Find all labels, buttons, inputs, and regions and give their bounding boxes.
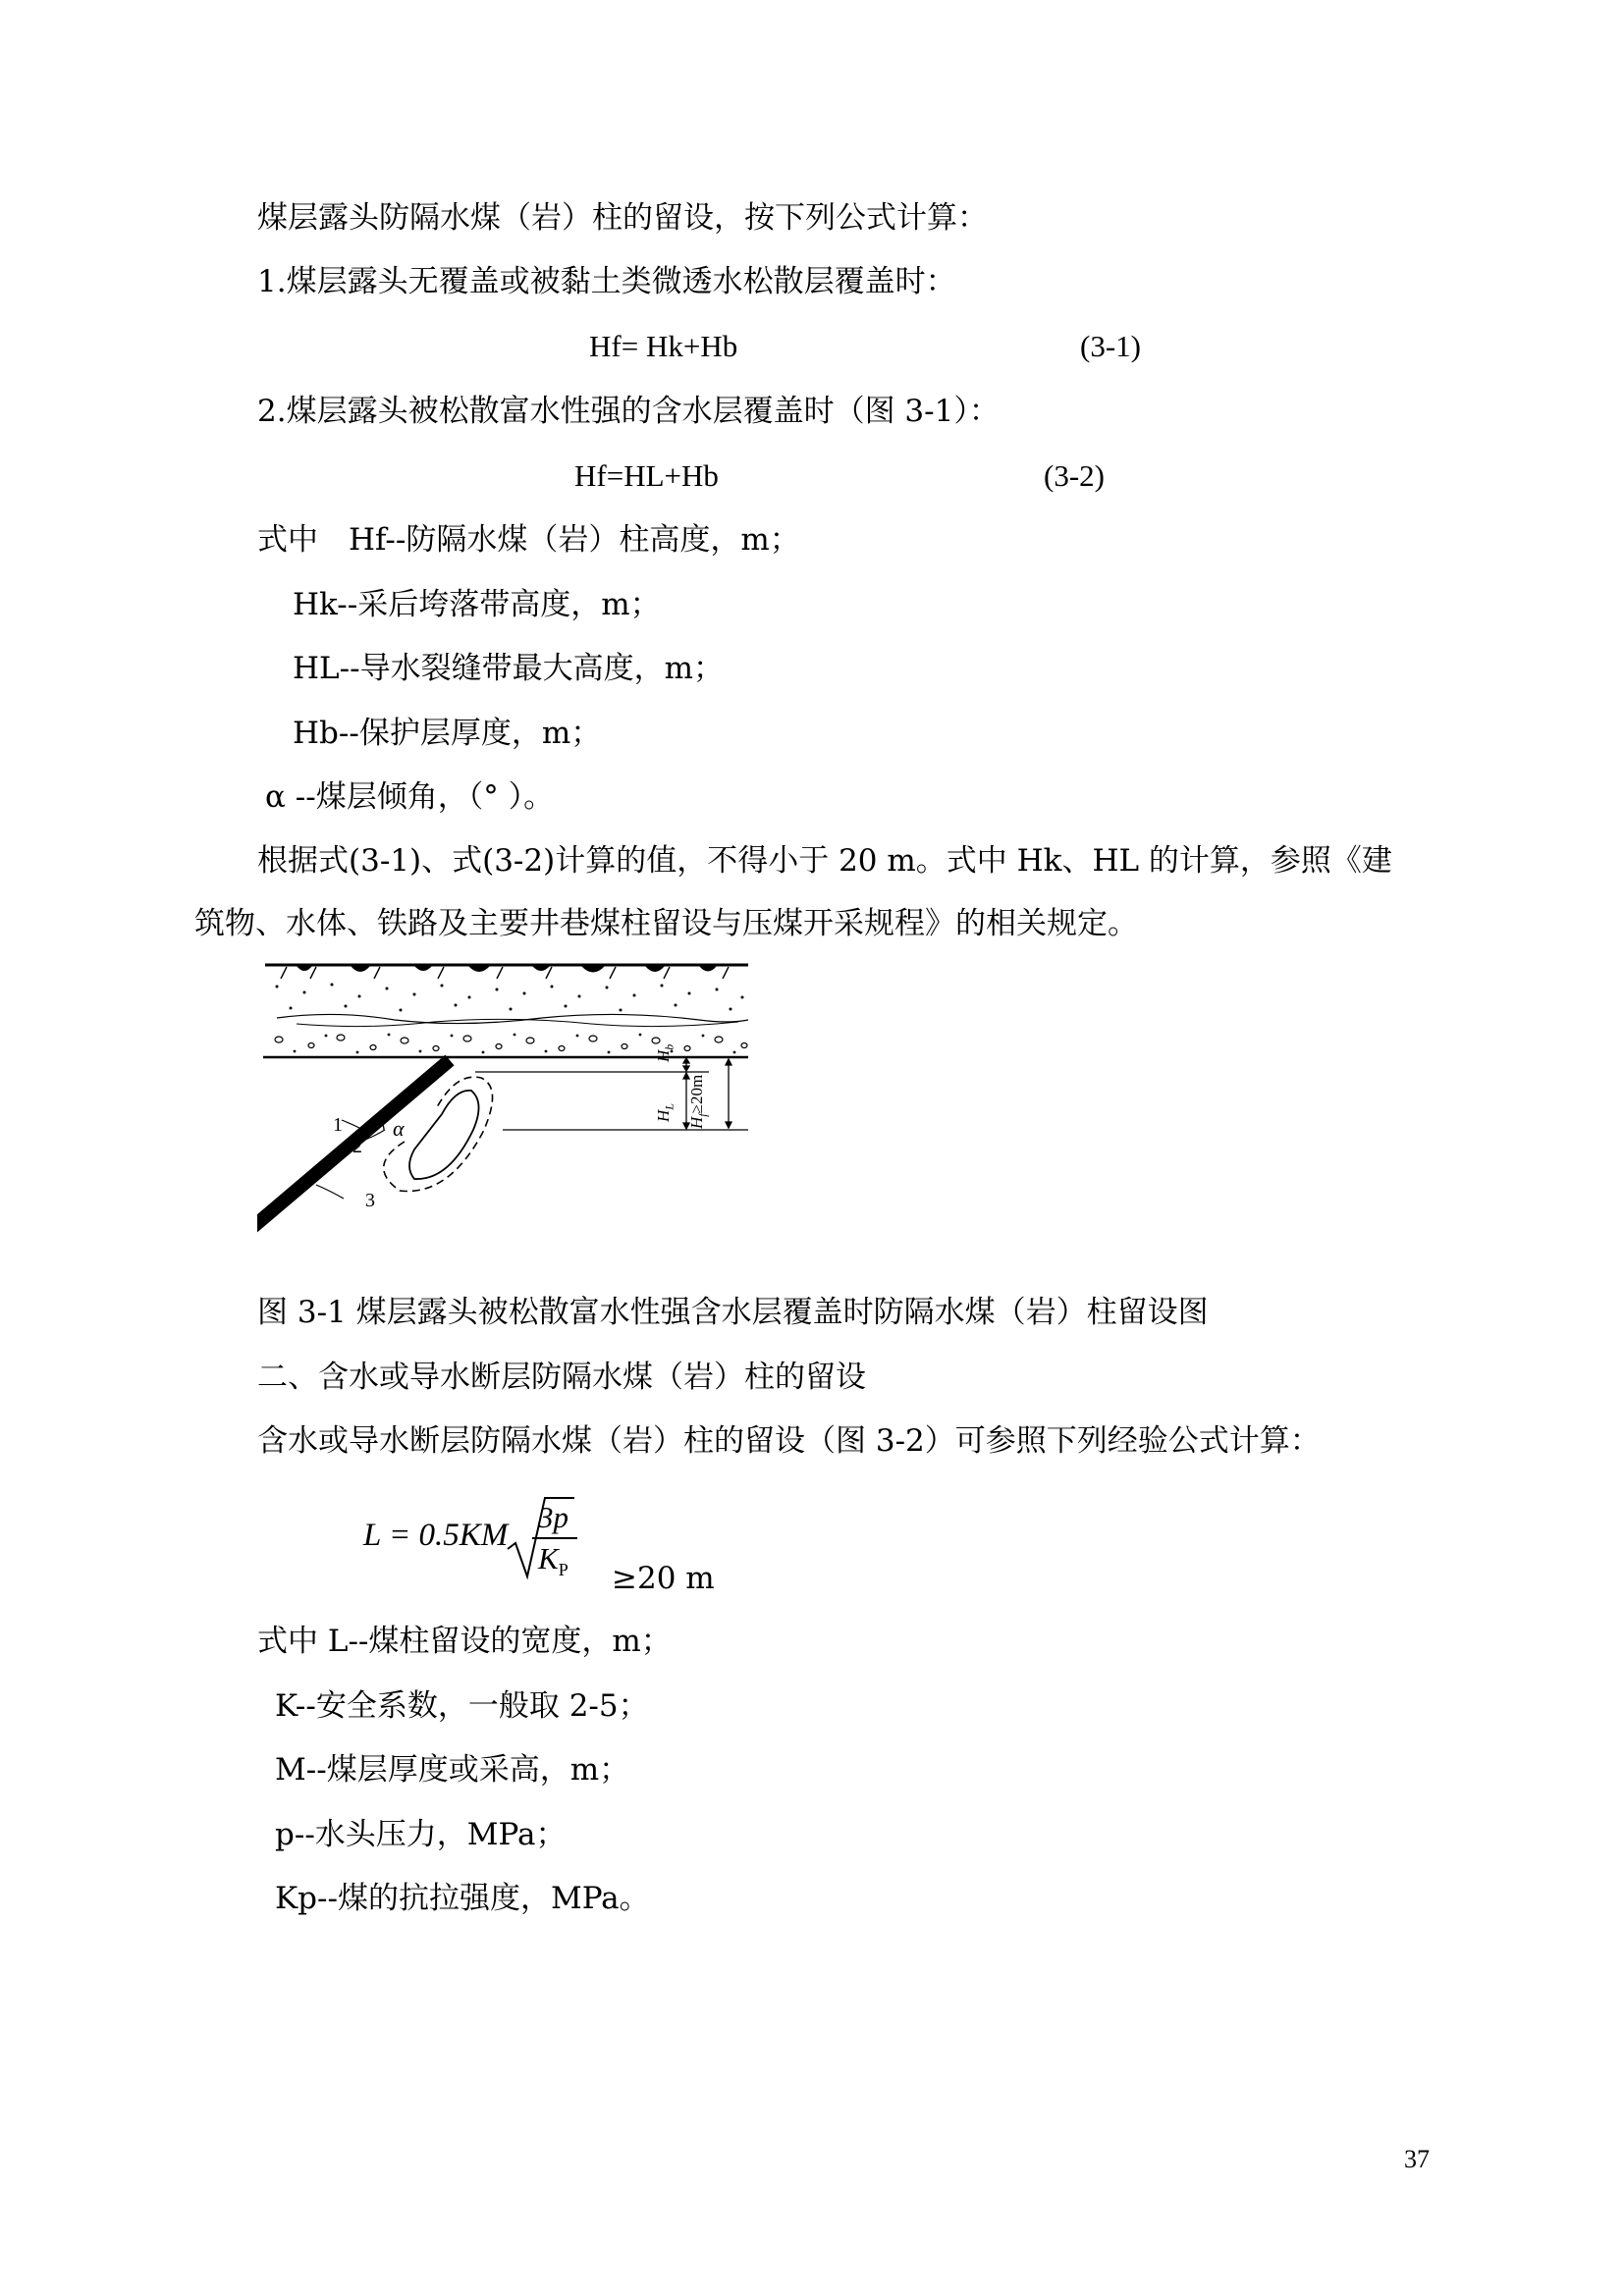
fraction-bar (532, 1537, 577, 1539)
figure-label-hl-main: H (654, 1109, 673, 1122)
figure-label-alpha: α (393, 1116, 405, 1141)
figure-label-3: 3 (365, 1190, 375, 1211)
figure-label-hb-sub: b (662, 1043, 677, 1050)
formula-lhs: L = 0.5KM (363, 1518, 509, 1553)
definition-l: 式中 L--煤柱留设的宽度，m； (257, 1624, 672, 1659)
paragraph-case2: 2.煤层露头被松散富水性强的含水层覆盖时（图 3-1）： (257, 394, 1000, 429)
page-number: 37 (1404, 2145, 1430, 2173)
formula-numerator: 3p (538, 1500, 568, 1534)
paragraph-intro: 煤层露头防隔水煤（岩）柱的留设，按下列公式计算： (257, 200, 988, 236)
paragraph-case1: 1.煤层露头无覆盖或被黏土类微透水松散层覆盖时： (257, 264, 956, 299)
formula-denominator-sub: P (558, 1560, 568, 1580)
formula-l (363, 1494, 854, 1602)
formula-denominator (538, 1541, 568, 1580)
leader-3 (316, 1185, 344, 1199)
formula-tail: ≥20 m (612, 1561, 715, 1596)
equation-3-2: Hf=HL+Hb (574, 458, 719, 493)
paragraph-section2-intro: 含水或导水断层防隔水煤（岩）柱的留设（图 3-2）可参照下列经验公式计算： (257, 1423, 1321, 1459)
definition-p: p--水头压力，MPa； (275, 1817, 567, 1852)
figure-label-hf-main: H (687, 1116, 706, 1129)
figure-label-hf (687, 1075, 710, 1129)
definition-hb: Hb--保护层厚度，m； (293, 716, 602, 751)
definition-k: K--安全系数，一般取 2-5； (275, 1688, 649, 1724)
paragraph-rule-line1: 根据式(3-1)、式(3-2)计算的值，不得小于 20 m。式中 Hk、HL 的计算，参照《建 (257, 843, 1392, 879)
definition-alpha: α --煤层倾角，（° ）。 (265, 779, 555, 815)
soil-clods (297, 966, 717, 973)
equation-3-1-number: (3-1) (1080, 329, 1141, 363)
dimension-hb (683, 1058, 689, 1071)
definition-hk: Hk--采后垮落带高度，m； (293, 587, 661, 622)
equation-3-1: Hf= Hk+Hb (589, 329, 738, 363)
paragraph-rule-line2: 筑物、水体、铁路及主要井巷煤柱留设与压煤开采规程》的相关规定。 (194, 906, 1138, 941)
definition-hf: 式中 Hf--防隔水煤（岩）柱高度，m； (257, 522, 800, 558)
figure-caption: 图 3-1 煤层露头被松散富水性强含水层覆盖时防隔水煤（岩）柱留设图 (257, 1295, 1209, 1330)
figure-label-2: 2 (352, 1136, 362, 1157)
figure-label-hf-rest: ≥20m (687, 1074, 706, 1114)
fracture-zone-outline (409, 1091, 479, 1179)
definition-kp: Kp--煤的抗拉强度，MPa。 (275, 1881, 650, 1916)
formula-denominator-k: K (538, 1541, 559, 1575)
leader-1 (342, 1120, 359, 1128)
aquifer-dots (276, 984, 744, 1012)
section-heading-2: 二、含水或导水断层防隔水煤（岩）柱的留设 (257, 1360, 866, 1395)
figure-label-hl (654, 1103, 677, 1122)
figure-label-hb (654, 1044, 677, 1062)
definition-hl: HL--导水裂缝带最大高度，m； (293, 651, 724, 686)
figure-label-hb-main: H (654, 1049, 673, 1062)
figure-label-hf-sub: f (695, 1113, 710, 1117)
figure-label-1: 1 (333, 1114, 343, 1136)
equation-3-2-number: (3-2) (1044, 458, 1105, 493)
figure-label-hl-sub: L (662, 1103, 677, 1110)
dimension-hf (726, 1059, 731, 1128)
definition-m: M--煤层厚度或采高，m； (275, 1752, 630, 1788)
